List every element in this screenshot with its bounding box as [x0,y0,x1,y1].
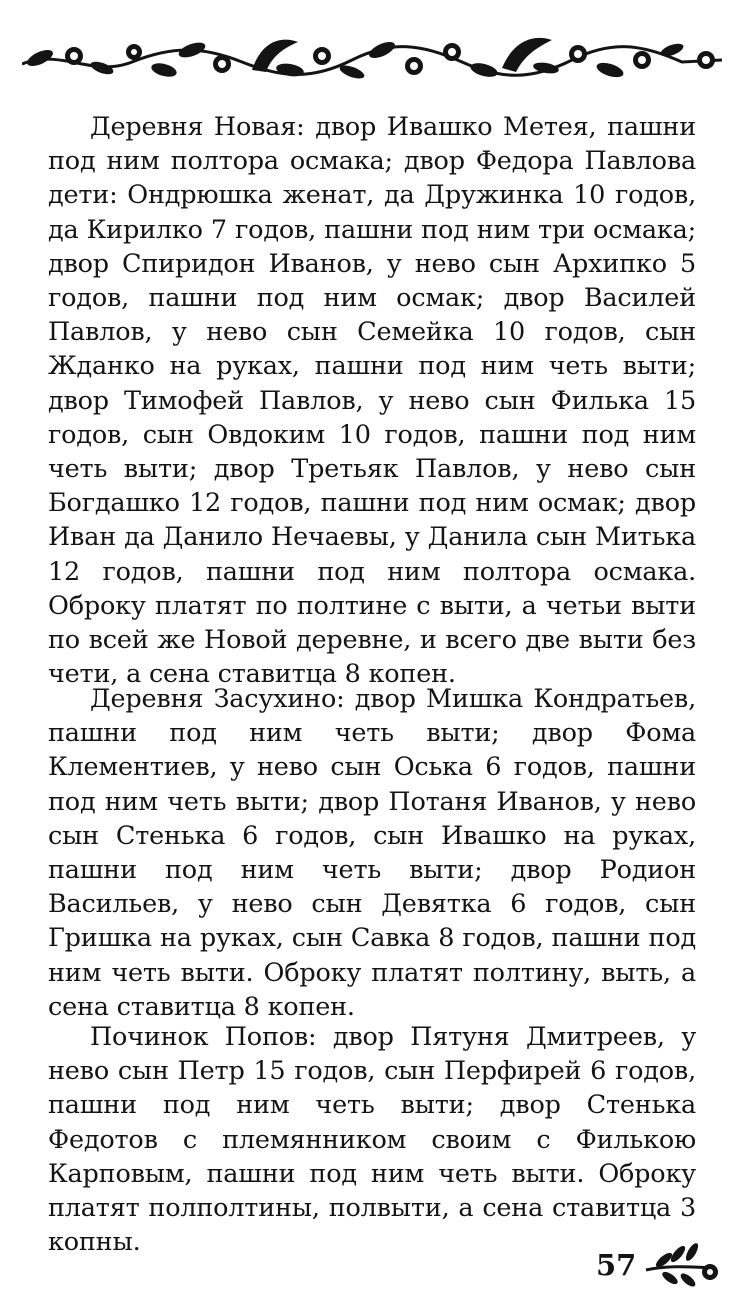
paragraph-derevnya-novaya: Деревня Новая: двор Ивашко Метея, пашни под ним полтора осмака; двор Федора Павлова дети: Ондрюшка женат, да Дружинка 10 годов, да Кирилко 7 годов, пашни под ним три осмака; двор Спиридон Иванов, у нево сын Архипко 5 годов, пашни под ним осмак; двор Василей Павлов, у нево сын Семейка 10 годов, сын Жданко на руках, пашни под ним четь выти; двор Тимофей Павлов, у нево сын Филька 15 годов, сын Овдоким 10 годов, пашни под ним четь выти; двор Третьяк Павлов, у нево сын Богдашко 12 годов, пашни под ним осмак; двор Иван да Данило Нечаевы, у Данила сын Митька 12 годов, пашни под ним полтора осмака. Оброку платят по полтине с выти, а четьи выти по всей же Новой деревне, и всего две выти без чети, а сена ставитца 8 копен. [48,112,696,690]
page-number: 57 [596,1248,637,1282]
paragraph-pochinok-popov: Починок Попов: двор Пятуня Дмитреев, у нево сын Петр 15 годов, сын Перфирей 6 годов, пашни под ним четь выти; двор Стенька Федотов с племянником своим с Филькою Карповым, пашни под ним четь выти. Оброку платят полполтины, полвыти, а сена ставитца 3 копны. [48,1022,696,1258]
floral-vine-border-icon [22,30,722,86]
leaf-sprig-icon [644,1240,720,1292]
paragraph-derevnya-zasukhino: Деревня Засухино: двор Мишка Кондратьев, пашни под ним четь выти; двор Фома Клементиев, у нево сын Оська 6 годов, пашни под ним четь выти; двор Потаня Иванов, у нево сын Стенька 6 годов, сын Ивашко на руках, пашни под ним четь выти; двор Родион Васильев, у нево сын Девятка 6 годов, сын Гришка на руках, сын Савка 8 годов, пашни под ним четь выти. Оброку платят полтину, выть, а сена ставитца 8 копен. [48,684,696,1022]
